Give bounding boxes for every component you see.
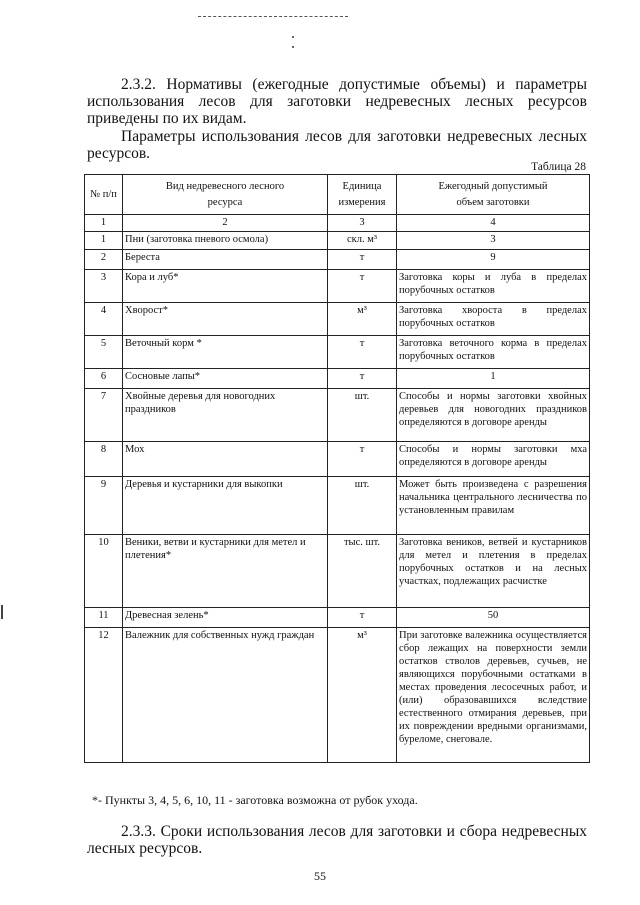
cell-unit: скл. м³ xyxy=(328,232,397,250)
cell-unit: тыс. шт. xyxy=(328,535,397,608)
table-row xyxy=(85,535,590,608)
cell-unit: т xyxy=(328,250,397,270)
cell-unit: т xyxy=(328,270,397,303)
cell-volume: Может быть произведена с разрешения начальника центрального лесничества по установленным правилам xyxy=(397,477,590,535)
scan-top-line xyxy=(198,16,348,17)
cell-num: 6 xyxy=(85,369,123,389)
table-footnote: *- Пункты 3, 4, 5, 6, 10, 11 - заготовка возможна от рубок ухода. xyxy=(92,793,418,807)
header-num: № п/п xyxy=(85,175,123,215)
cell-resource: Мох xyxy=(123,442,328,477)
cell-unit: м³ xyxy=(328,303,397,336)
cell-unit: шт. xyxy=(328,389,397,442)
header-unit: Единица измерения xyxy=(328,175,397,215)
cell-volume: 9 xyxy=(397,250,590,270)
cell-resource: Деревья и кустарники для выкопки xyxy=(123,477,328,535)
cell-volume: 1 xyxy=(397,369,590,389)
cell-volume: 4 xyxy=(397,215,590,232)
table-row xyxy=(85,232,590,250)
cell-unit: т xyxy=(328,369,397,389)
table-row xyxy=(85,303,590,336)
cell-num: 2 xyxy=(85,250,123,270)
cell-volume: Способы и нормы заготовки мха определяются в договоре аренды xyxy=(397,442,590,477)
cell-num: 1 xyxy=(85,215,123,232)
table-row xyxy=(85,369,590,389)
cell-resource: 2 xyxy=(123,215,328,232)
table-row xyxy=(85,270,590,303)
paragraph-2-3-3: 2.3.3. Сроки использования лесов для заготовки и сбора недревесных лесных ресурсов. xyxy=(87,823,587,857)
table-caption: Таблица 28 xyxy=(531,161,586,173)
cell-resource: Сосновые лапы* xyxy=(123,369,328,389)
cell-unit: м³ xyxy=(328,628,397,763)
non-wood-resources-table xyxy=(84,174,590,763)
paragraph-2-3-2: 2.3.2. Нормативы (ежегодные допустимые объемы) и параметры использования лесов для заготовки недревесных лесных ресурсов приведены по их видам. xyxy=(87,76,587,127)
cell-num: 5 xyxy=(85,336,123,369)
table-row xyxy=(85,215,590,232)
cell-resource: Кора и луб* xyxy=(123,270,328,303)
table-row xyxy=(85,608,590,628)
table-row xyxy=(85,250,590,270)
cell-volume: 3 xyxy=(397,232,590,250)
scan-speck xyxy=(292,36,294,38)
cell-volume: Заготовка веников, ветвей и кустарников для метел и плетения в пределах порубочных остатков и на лесных участках, подлежащих расчистке xyxy=(397,535,590,608)
cell-resource: Веники, ветви и кустарники для метел и плетения* xyxy=(123,535,328,608)
cell-volume: 50 xyxy=(397,608,590,628)
cell-unit: т xyxy=(328,608,397,628)
cell-num: 11 xyxy=(85,608,123,628)
cell-num: 12 xyxy=(85,628,123,763)
cell-unit: т xyxy=(328,336,397,369)
cell-num: 8 xyxy=(85,442,123,477)
cell-resource: Хворост* xyxy=(123,303,328,336)
cell-unit: 3 xyxy=(328,215,397,232)
cell-resource: Веточный корм * xyxy=(123,336,328,369)
cell-num: 7 xyxy=(85,389,123,442)
cell-volume: Заготовка коры и луба в пределах порубочных остатков xyxy=(397,270,590,303)
table-row xyxy=(85,628,590,763)
cell-volume: Заготовка веточного корма в пределах порубочных остатков xyxy=(397,336,590,369)
table-header-row xyxy=(85,175,590,215)
header-volume: Ежегодный допустимый объем заготовки xyxy=(397,175,590,215)
header-resource: Вид недревесного лесного ресурса xyxy=(123,175,328,215)
cell-volume: При заготовке валежника осуществляется сбор лежащих на поверхности земли остатков стволов деревьев, сучьев, не являющихся порубочными остатками в местах проведения лесосечных работ, и (или) образовавшихся вследствие естественного отмирания деревьев, при их повреждении вредными организмами, буреломе, снеговале. xyxy=(397,628,590,763)
cell-num: 1 xyxy=(85,232,123,250)
cell-volume: Заготовка хвороста в пределах порубочных остатков xyxy=(397,303,590,336)
table-row xyxy=(85,389,590,442)
cell-resource: Хвойные деревья для новогодних праздников xyxy=(123,389,328,442)
cell-resource: Пни (заготовка пневого осмола) xyxy=(123,232,328,250)
cell-num: 10 xyxy=(85,535,123,608)
cell-resource: Береста xyxy=(123,250,328,270)
scan-speck xyxy=(292,46,294,48)
table-row xyxy=(85,442,590,477)
table-row xyxy=(85,477,590,535)
scan-edge-mark xyxy=(1,605,3,619)
paragraph-table-intro: Параметры использования лесов для заготовки недревесных лесных ресурсов. xyxy=(87,128,587,162)
cell-num: 9 xyxy=(85,477,123,535)
cell-resource: Валежник для собственных нужд граждан xyxy=(123,628,328,763)
cell-num: 3 xyxy=(85,270,123,303)
cell-resource: Древесная зелень* xyxy=(123,608,328,628)
table-row xyxy=(85,336,590,369)
page-number: 55 xyxy=(314,869,326,883)
cell-unit: т xyxy=(328,442,397,477)
cell-num: 4 xyxy=(85,303,123,336)
cell-volume: Способы и нормы заготовки хвойных деревьев для новогодних праздников определяются в договоре аренды xyxy=(397,389,590,442)
cell-unit: шт. xyxy=(328,477,397,535)
